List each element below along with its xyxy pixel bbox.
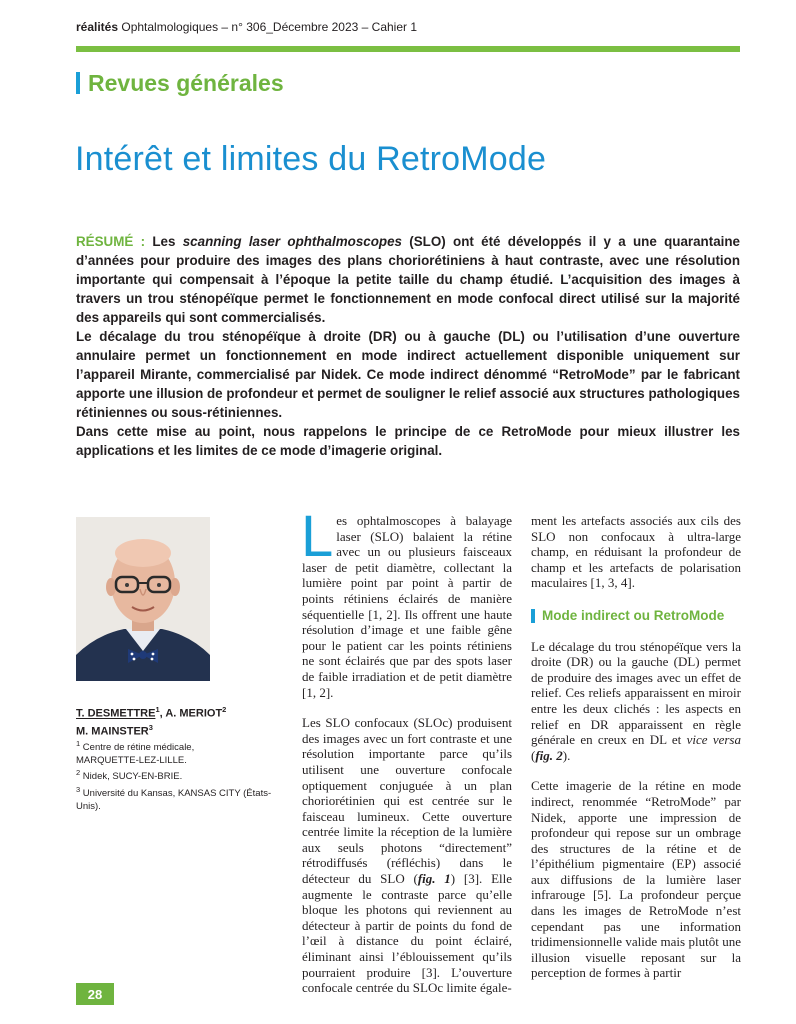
- abstract-paragraph-3: Dans cette mise au point, nous rappelons le principe de ce RetroMode pour mieux illustrer les applications et les limites de ce mode d’imagerie original.: [76, 424, 740, 458]
- aff-sup: 2: [76, 768, 81, 778]
- body-italic: vice versa: [686, 732, 741, 748]
- aff-text: Centre de rétine médicale,: [80, 742, 195, 754]
- body-paragraph: [531, 639, 741, 764]
- subsection-title: Mode indirect ou RetroMode: [542, 607, 725, 623]
- author-sup: 3: [148, 722, 153, 732]
- journal-header: [76, 20, 417, 34]
- body-paragraph: ment les artefacts associés aux cils des SLO non confocaux à ultra-large champ, en réduisant la profondeur de champ et les artefacts de polarisation maculaires [1, 3, 4].: [531, 513, 741, 591]
- abstract-paragraph-2: Le décalage du trou sténopéïque à droite (DR) ou à gauche (DL) ou l’utilisation d’une ouverture annulaire permet un fonctionnement en mode indirect actuellement disponible uniquement sur l’appareil Mirante, commercialisé par Nidek. Ce mode indirect dénommé “RetroMode” par le fabricant apporte une illusion de profondeur et permet de souligner le relief associé aux structures pathologiques rétiniennes ou sous-rétiniennes.: [76, 329, 740, 420]
- figure-reference: fig. 2: [535, 747, 563, 763]
- aff-sup: 1: [76, 739, 81, 749]
- drop-cap: L: [301, 504, 334, 569]
- page-number: 28: [76, 983, 114, 1005]
- body-column-1: [301, 504, 512, 1011]
- author-name: , A. MERIOT: [159, 707, 223, 720]
- figure-reference: fig. 1: [417, 871, 451, 887]
- body-text: Les SLO confocaux (SLOc) produisent des images avec un fort contraste et une résolution importante parce qu’ils utilisent une ouverture confocale optiquement conjuguée à un plan choriorétinien qui est centrée sur le faisceau lumineux. Cette ouverture centrée limite la réception de la lumière aux seuls photons “directement” rétrodiffusés (réfléchis) dans le détecteur du SLO (: [302, 715, 512, 887]
- author-sup: 1: [155, 705, 160, 714]
- body-text: ) [3]. Elle augmente le contraste parce qu’elle bloque les photons qui reviennent au détecteur à partir de points du fond de l’œil à distance du point éclairé, éliminant ainsi l’éblouissement qu’ils pourraient produire [3]. L’ouverture confocale centrée du SLOc limite égale-: [302, 871, 512, 996]
- body-text: es ophtalmoscopes à balayage laser (SLO) balaient la rétine avec un ou plusieurs faisceaux laser de petit diamètre, collectant la lumière point par point à partir de points rétiniens éclairés de manière séquentielle [1, 2]. Ils offrent une haute résolution d’image et une faible gêne pour le patient car les points rétiniens ne sont éclairés que par des spots laser de faible irradiation et de petit diamètre [1, 2].: [302, 513, 512, 700]
- abstract: [76, 232, 740, 460]
- body-paragraph: Cette imagerie de la rétine en mode indirect, renommée “RetroMode” par Nidek, apporte une impression de profondeur qui repose sur un ombrage des structures de la rétine et de l’épithélium pigmentaire (EP) associé aux diffusions de la lumière laser infrarouge [5]. La profondeur perçue dans les images de RetroMode n’est cependant pas une information tridimensionnelle valide mais plutôt une illusion visuelle reposant sur la perception de formes à partir: [531, 778, 741, 981]
- journal-issue: Ophtalmologiques – n° 306_Décembre 2023 – Cahier 1: [118, 20, 418, 34]
- abstract-text: (SLO) ont été développés il y a une quarantaine d’années pour produire des images des plans choriorétiniens à haut contraste, avec une résolution importante qui compensait à l’époque la petite taille du champ étudié. L’acquisition des images à travers un trou sténopéïque permet le fonctionnement en mode confocal direct utilisé sur la majorité des appareils qui sont commercialisés.: [76, 234, 740, 325]
- body-text: ).: [562, 747, 571, 763]
- section-title: Revues générales: [88, 69, 284, 96]
- abstract-paragraph-1: [76, 232, 740, 327]
- author-name: M. MAINSTER: [76, 725, 149, 738]
- journal-name: réalités: [76, 20, 119, 34]
- author-sup: 2: [222, 705, 227, 714]
- section-heading: [76, 70, 284, 96]
- aff-text: Université du Kansas, KANSAS CITY (États-Unis).: [76, 788, 272, 812]
- abstract-italic: scanning laser ophthalmoscopes: [182, 234, 402, 249]
- article-title: Intérêt et limites du RetroMode: [75, 140, 547, 178]
- subsection-marker: [531, 609, 535, 623]
- abstract-label: RÉSUMÉ :: [76, 234, 146, 249]
- body-text: (: [531, 747, 536, 763]
- affiliation-3: [76, 784, 286, 813]
- subsection-heading: [531, 608, 741, 624]
- body-paragraph: [301, 504, 512, 700]
- header-rule: [76, 46, 740, 52]
- author-portrait-image: [76, 517, 210, 681]
- author-block: [76, 703, 286, 813]
- aff-sup: 3: [76, 785, 81, 795]
- body-column-2: [531, 513, 741, 996]
- author-photo: [76, 517, 210, 681]
- body-text: Le décalage du trou sténopéïque vers la droite (DR) ou la gauche (DL) permet de produire des images avec un effet de relief. Ces reliefs apparaissent en miroir entre les deux clichés : les aspects en relief en DR apparaissent en règle générale en creux en DL et: [531, 638, 741, 748]
- aff-text: Nidek, SUCY-EN-BRIE.: [80, 771, 183, 783]
- affiliation-1: [76, 738, 286, 767]
- affiliation-2: [76, 767, 286, 784]
- aff-text: MARQUETTE-LEZ-LILLE.: [76, 754, 187, 766]
- abstract-text: Les: [145, 234, 183, 249]
- author-name: T. DESMETTRE: [76, 707, 156, 720]
- author-names: [76, 703, 286, 738]
- section-marker: [76, 72, 80, 94]
- body-paragraph: [302, 715, 512, 996]
